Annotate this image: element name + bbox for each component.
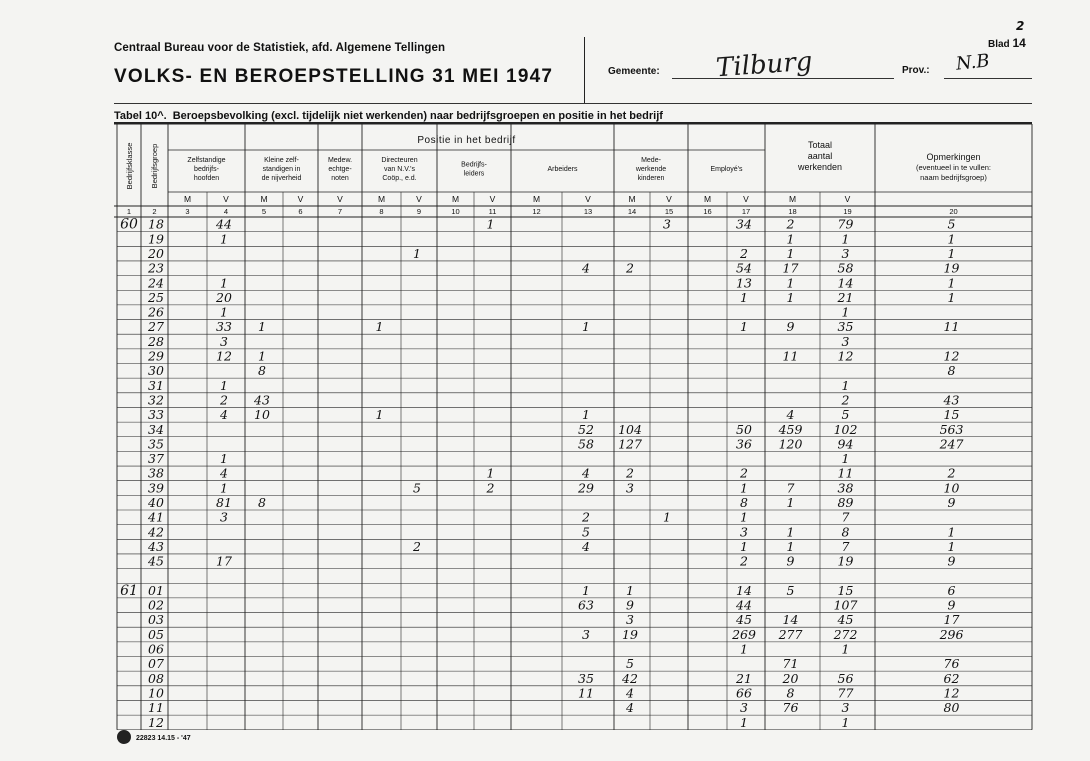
- column-number: 8: [379, 207, 384, 216]
- hand-entry: 60: [120, 216, 138, 233]
- hand-entry: 1: [947, 245, 956, 261]
- mv-label: V: [223, 194, 229, 204]
- hand-entry: 1: [841, 377, 850, 393]
- table-number: Tabel 10^.: [114, 110, 167, 122]
- hand-entry: 9: [947, 597, 956, 613]
- hand-entry: 58: [837, 260, 854, 276]
- hand-entry: 17: [216, 553, 232, 569]
- hand-entry: 10: [943, 480, 960, 496]
- hand-entry: 4: [626, 685, 634, 701]
- column-number: 13: [583, 207, 593, 216]
- hand-entry: 2: [486, 480, 495, 496]
- hand-entry: 1: [740, 641, 748, 657]
- hand-entry: 28: [148, 333, 164, 349]
- prov-value: N.B: [954, 50, 991, 75]
- hand-entry: 2: [786, 216, 795, 232]
- hand-entry: 81: [216, 495, 232, 510]
- hand-entry: 3: [626, 612, 634, 628]
- hand-entry: 1: [582, 582, 590, 598]
- hand-entry: 36: [736, 436, 752, 452]
- hand-entry: 07: [148, 656, 164, 672]
- hand-entry: 14: [837, 275, 854, 291]
- totaal-header: aantal: [807, 151, 833, 161]
- hand-entry: 1: [786, 275, 795, 291]
- hand-entry: 4: [582, 465, 590, 481]
- hand-entry: 3: [841, 245, 850, 261]
- hand-entry: 43: [148, 538, 164, 554]
- group-header-1: hoofden: [193, 175, 220, 182]
- hand-entry: 32: [148, 392, 164, 408]
- column-number: 6: [298, 207, 303, 216]
- column-number: 16: [703, 207, 712, 216]
- hand-entry: 2: [740, 465, 748, 481]
- hand-entry: 2: [582, 509, 590, 525]
- hand-entry: 56: [837, 670, 854, 686]
- column-number: 2: [152, 207, 157, 216]
- hand-entry: 3: [740, 700, 748, 716]
- hand-entry: 3: [663, 216, 671, 232]
- hand-entry: 35: [837, 319, 854, 335]
- hand-entry: 29: [148, 348, 164, 364]
- hand-entry: 58: [578, 436, 594, 452]
- hand-entry: 8: [786, 685, 795, 701]
- opmerkingen-header: naam bedrijfsgroep): [920, 173, 987, 182]
- hand-entry: 1: [582, 407, 590, 423]
- hand-entry: 14: [782, 612, 799, 628]
- printer-logo-icon: [117, 730, 131, 744]
- hand-entry: 20: [148, 245, 164, 261]
- hand-entry: 2: [841, 392, 850, 408]
- column-number: 17: [741, 207, 751, 216]
- hand-entry: 3: [220, 333, 228, 349]
- mv-label: V: [297, 194, 304, 204]
- hand-entry: 8: [740, 495, 748, 510]
- hand-entry: 50: [736, 421, 752, 437]
- hand-entry: 30: [148, 363, 164, 379]
- hand-entry: 35: [578, 670, 594, 686]
- hand-entry: 29: [578, 480, 594, 496]
- hand-entry: 269: [732, 626, 756, 642]
- hand-entry: 44: [736, 597, 752, 613]
- group-header-7: werkende: [635, 166, 667, 173]
- hand-entry: 1: [786, 538, 795, 554]
- hand-entry: 9: [947, 495, 956, 510]
- hand-entry: 127: [618, 436, 642, 452]
- hand-entry: 02: [148, 597, 164, 613]
- hand-entry: 2: [740, 553, 748, 569]
- print-code: 22823 14.15 - '47: [136, 735, 191, 742]
- hand-entry: 33: [216, 319, 232, 335]
- hand-entry: 1: [841, 304, 850, 320]
- column-number: 7: [337, 207, 343, 216]
- hand-entry: 11: [782, 348, 799, 364]
- hand-entry: 4: [626, 700, 634, 716]
- column-number: 19: [843, 207, 852, 216]
- hand-entry: 76: [782, 700, 799, 716]
- hand-entry: 4: [582, 260, 590, 276]
- group-header-3: noten: [331, 175, 349, 182]
- mv-label: V: [337, 194, 343, 204]
- hand-entry: 43: [254, 392, 270, 408]
- group-header-7: kinderen: [637, 175, 665, 182]
- hand-entry: 1: [220, 377, 228, 393]
- hand-entry: 102: [833, 421, 858, 437]
- hand-entry: 3: [841, 333, 850, 349]
- hand-entry: 9: [786, 319, 795, 335]
- hand-entry: 6: [947, 582, 956, 598]
- column-number: 14: [627, 207, 637, 216]
- hand-entry: 11: [148, 700, 164, 716]
- group-header-1: bedrijfs-: [194, 166, 219, 173]
- hand-entry: 5: [947, 216, 956, 232]
- group-header-8: Employé's: [710, 166, 743, 173]
- hand-entry: 1: [740, 480, 748, 496]
- mv-label: V: [666, 194, 672, 204]
- hand-entry: 120: [778, 436, 803, 452]
- hand-entry: 8: [258, 363, 266, 379]
- mv-label: V: [416, 194, 422, 204]
- hand-entry: 5: [582, 524, 590, 540]
- hand-entry: 10: [148, 685, 164, 701]
- hand-entry: 34: [148, 421, 164, 437]
- positie-header: Positie in het bedrijf: [417, 135, 516, 146]
- hand-entry: 19: [148, 231, 164, 247]
- hand-entry: 45: [736, 612, 752, 628]
- hand-entry: 8: [841, 524, 850, 540]
- hand-entry: 76: [943, 656, 960, 672]
- hand-entry: 9: [626, 597, 634, 613]
- hand-entry: 4: [582, 538, 590, 554]
- hand-entry: 1: [740, 714, 748, 730]
- hand-entry: 2: [947, 465, 956, 481]
- hand-entry: 63: [578, 597, 594, 613]
- group-header-2: Kleine zelf-: [264, 157, 299, 164]
- hand-entry: 5: [786, 582, 795, 598]
- blad-label: Blad: [988, 39, 1010, 50]
- hand-entry: 1: [375, 319, 384, 335]
- hand-entry: 1: [740, 509, 748, 525]
- hand-entry: 4: [220, 407, 228, 423]
- hand-entry: 1: [220, 231, 228, 247]
- mv-label: V: [743, 194, 749, 204]
- blad-value: 14: [1012, 36, 1026, 50]
- hand-entry: 277: [778, 626, 803, 642]
- hand-entry: 26: [148, 304, 164, 320]
- hand-entry: 2: [626, 260, 634, 276]
- hand-entry: 7: [841, 509, 850, 525]
- hand-entry: 9: [947, 553, 956, 569]
- mv-label: M: [451, 194, 460, 204]
- bureau-name: Centraal Bureau voor de Statistiek, afd. Algemene Tellingen: [114, 42, 446, 54]
- hand-entry: 1: [947, 275, 956, 291]
- hand-entry: 3: [740, 524, 748, 540]
- hand-entry: 45: [837, 612, 854, 628]
- mv-label: M: [260, 194, 268, 204]
- hand-entry: 37: [148, 451, 164, 467]
- group-header-3: echtge-: [328, 166, 352, 173]
- hand-entry: 1: [220, 275, 228, 291]
- hand-entry: 45: [148, 553, 164, 569]
- hand-entry: 15: [943, 407, 960, 423]
- hand-entry: 06: [148, 641, 164, 657]
- hand-entry: 1: [220, 480, 228, 496]
- hand-entry: 1: [786, 495, 795, 510]
- hand-entry: 66: [736, 685, 752, 701]
- gemeente-value: Tilburg: [715, 46, 814, 84]
- hand-entry: 1: [947, 524, 956, 540]
- hand-entry: 17: [943, 612, 960, 628]
- hand-entry: 1: [786, 245, 795, 261]
- hand-entry: 1: [841, 714, 850, 730]
- hand-entry: 25: [148, 289, 164, 305]
- hand-entry: 247: [939, 436, 964, 452]
- group-header-4: van N.V.'s: [383, 166, 416, 173]
- hand-entry: 33: [148, 407, 164, 423]
- hand-entry: 89: [837, 495, 854, 510]
- hand-entry: 9: [786, 553, 795, 569]
- hand-entry: 2: [626, 465, 634, 481]
- hand-entry: 7: [786, 480, 795, 496]
- hand-entry: 5: [841, 407, 850, 423]
- hand-entry: 12: [943, 685, 960, 701]
- mv-label: V: [844, 194, 851, 204]
- group-header-2: standigen in: [262, 166, 301, 173]
- hand-entry: 05: [148, 626, 164, 642]
- mv-label: M: [532, 194, 541, 204]
- hand-entry: 1: [258, 348, 266, 364]
- hand-entry: 1: [375, 407, 384, 423]
- column-number: 12: [532, 207, 541, 216]
- hand-entry: 3: [582, 626, 590, 642]
- hand-entry: 42: [148, 524, 164, 540]
- group-header-4: Directeuren: [381, 157, 418, 164]
- hand-entry: 94: [837, 436, 854, 452]
- hand-entry: 43: [943, 392, 960, 408]
- hand-entry: 11: [578, 685, 594, 701]
- hand-entry: 296: [939, 626, 964, 642]
- hand-entry: 1: [626, 582, 634, 598]
- hand-entry: 1: [786, 231, 795, 247]
- column-number: 9: [416, 207, 422, 216]
- hand-entry: 2: [740, 245, 748, 261]
- hand-entry: 27: [148, 319, 164, 335]
- hand-entry: 1: [740, 289, 748, 305]
- column-number: 3: [185, 207, 190, 216]
- hand-entry: 42: [622, 670, 638, 686]
- totaal-header: Totaal: [807, 140, 833, 150]
- hand-entry: 20: [782, 670, 799, 686]
- hand-entry: 77: [837, 685, 854, 701]
- hand-entry: 5: [413, 480, 421, 496]
- hand-entry: 459: [778, 421, 803, 437]
- totaal-header: werkenden: [797, 162, 843, 172]
- hand-entry: 15: [837, 582, 854, 598]
- mv-label: V: [585, 194, 591, 204]
- hand-entry: 52: [578, 421, 594, 437]
- hand-entry: 2: [413, 538, 421, 554]
- mv-label: M: [183, 194, 192, 204]
- form-title: VOLKS- EN BEROEPSTELLING 31 MEI 1947: [114, 66, 554, 87]
- hand-entry: 1: [786, 524, 795, 540]
- column-number: 15: [664, 207, 674, 216]
- hand-entry: 5: [626, 656, 634, 672]
- hand-entry: 38: [148, 465, 164, 481]
- hand-entry: 19: [622, 626, 638, 642]
- hand-entry: 107: [833, 597, 858, 613]
- column-number: 10: [451, 207, 460, 216]
- group-header-2: de nijverheid: [261, 175, 302, 182]
- hand-entry: 40: [148, 495, 164, 510]
- hand-entry: 21: [837, 289, 854, 305]
- hand-entry: 8: [258, 495, 266, 510]
- mv-label: M: [703, 194, 712, 204]
- hand-entry: 1: [663, 509, 671, 525]
- hand-entry: 80: [943, 700, 960, 716]
- group-header-5: leiders: [463, 170, 485, 178]
- column-number: 11: [488, 207, 497, 216]
- hand-entry: 8: [947, 363, 956, 379]
- opmerkingen-header: Opmerkingen: [926, 152, 981, 162]
- hand-entry: 10: [254, 407, 270, 423]
- hand-entry: 71: [782, 656, 799, 672]
- mv-label: V: [489, 194, 496, 204]
- table-description: Beroepsbevolking (excl. tijdelijk niet werkenden) naar bedrijfsgroepen en positie in het bedrijf: [172, 110, 663, 122]
- hand-entry: 12: [943, 348, 960, 364]
- hand-entry: 1: [947, 231, 956, 247]
- hand-entry: 1: [220, 451, 228, 467]
- hand-entry: 1: [220, 304, 228, 320]
- hand-entry: 17: [782, 260, 799, 276]
- column-number: 1: [126, 207, 132, 216]
- hand-entry: 1: [841, 451, 850, 467]
- hand-entry: 35: [148, 436, 164, 452]
- hand-entry: 01: [148, 582, 164, 598]
- hand-entry: 2: [220, 392, 228, 408]
- hand-entry: 23: [148, 260, 164, 276]
- group-header-4: Coöp., e.d.: [382, 175, 417, 182]
- hand-entry: 1: [486, 465, 495, 481]
- hand-entry: 1: [413, 245, 421, 261]
- hand-entry: 61: [120, 582, 138, 599]
- hand-entry: 1: [582, 319, 590, 335]
- blad-corner-mark: 2: [1016, 19, 1025, 33]
- hand-entry: 1: [740, 538, 748, 554]
- hand-entry: 12: [216, 348, 232, 364]
- hand-entry: 54: [736, 260, 752, 276]
- hand-entry: 34: [736, 216, 752, 232]
- hand-entry: 3: [626, 480, 634, 496]
- hand-entry: 1: [841, 231, 850, 247]
- hand-entry: 08: [148, 670, 164, 686]
- table-top-rule: [114, 122, 1032, 125]
- hand-entry: 1: [841, 641, 850, 657]
- hand-entry: 79: [837, 216, 854, 232]
- gemeente-label: Gemeente:: [608, 66, 660, 77]
- hand-entry: 12: [837, 348, 854, 364]
- hand-entry: 272: [833, 626, 858, 642]
- hand-entry: 1: [258, 319, 266, 335]
- column-number: 5: [261, 207, 267, 216]
- hand-entry: 563: [939, 421, 964, 437]
- group-header-6: Arbeiders: [547, 166, 578, 173]
- hand-entry: 3: [841, 700, 850, 716]
- hand-entry: 19: [943, 260, 960, 276]
- group-header-3: Medew.: [327, 157, 353, 164]
- hand-entry: 104: [618, 421, 642, 437]
- hand-entry: 39: [148, 480, 164, 496]
- hand-entry: 18: [148, 216, 164, 232]
- hand-entry: 62: [943, 670, 960, 686]
- hand-entry: 11: [943, 319, 960, 335]
- hand-entry: 1: [486, 216, 495, 232]
- hand-entry: 4: [220, 465, 228, 481]
- hand-entry: 44: [216, 216, 232, 232]
- hand-entry: 14: [736, 582, 752, 598]
- hand-entry: 11: [837, 465, 854, 481]
- mv-label: M: [788, 194, 797, 204]
- hand-entry: 19: [837, 553, 854, 569]
- group-header-1: Zelfstandige: [187, 157, 226, 164]
- hand-entry: 31: [148, 377, 164, 393]
- group-header-7: Mede-: [641, 157, 661, 164]
- hand-entry: 41: [148, 509, 164, 525]
- column-number: 20: [949, 207, 958, 216]
- hand-entry: 4: [786, 407, 795, 423]
- column-number: 18: [788, 207, 797, 216]
- hand-entry: 12: [148, 714, 164, 730]
- bedrijfsgroep-header: Bedrijfsgroep: [150, 143, 159, 189]
- hand-entry: 13: [736, 275, 752, 291]
- prov-label: Prov.:: [902, 65, 930, 76]
- mv-label: M: [628, 194, 636, 204]
- hand-entry: 1: [740, 319, 748, 335]
- hand-entry: 24: [148, 275, 164, 291]
- hand-entry: 1: [786, 289, 795, 305]
- column-number: 4: [223, 207, 229, 216]
- hand-entry: 38: [837, 480, 854, 496]
- hand-entry: 20: [216, 289, 232, 305]
- hand-entry: 1: [947, 289, 956, 305]
- opmerkingen-header: (eventueel in te vullen:: [915, 163, 992, 172]
- hand-entry: 03: [148, 612, 164, 628]
- hand-entry: 7: [841, 538, 850, 554]
- group-header-5: Bedrijfs-: [461, 161, 487, 169]
- mv-label: M: [377, 194, 386, 204]
- hand-entry: 21: [736, 670, 752, 686]
- bedrijfsklasse-header: Bedrijfsklasse: [125, 142, 134, 190]
- hand-entry: 1: [947, 538, 956, 554]
- hand-entry: 3: [220, 509, 228, 525]
